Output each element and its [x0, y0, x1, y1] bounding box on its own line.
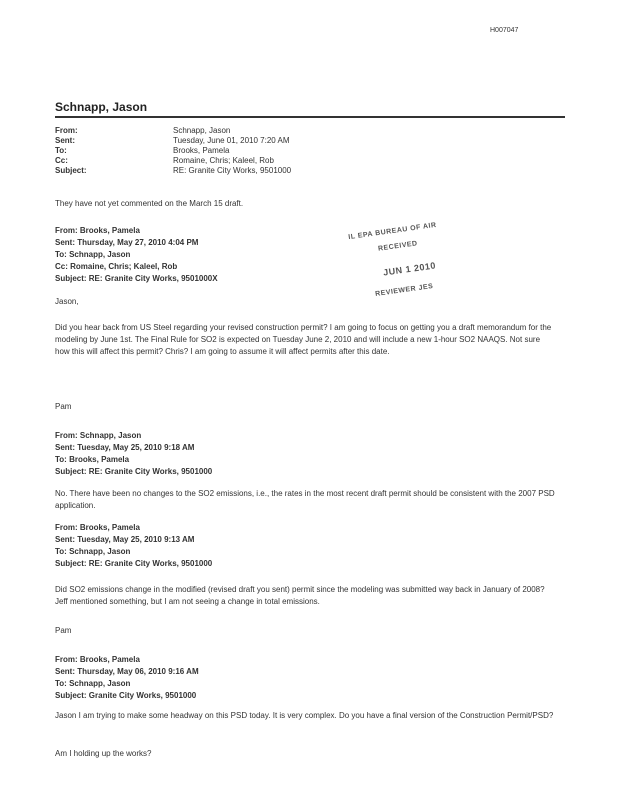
header-cc-label: Cc: [55, 156, 68, 165]
email-title: Schnapp, Jason [55, 100, 148, 114]
header-from-label: From: [55, 126, 78, 135]
msg1-sign: Pam [55, 402, 72, 411]
msg4-sent: Sent: Thursday, May 06, 2010 9:16 AM [55, 667, 199, 676]
msg4-from: From: Brooks, Pamela [55, 655, 140, 664]
msg3-sent: Sent: Tuesday, May 25, 2010 9:13 AM [55, 535, 195, 544]
msg1-cc: Cc: Romaine, Chris; Kaleel, Rob [55, 262, 178, 271]
msg1-to: To: Schnapp, Jason [55, 250, 131, 259]
header-from: Schnapp, Jason [173, 126, 231, 135]
msg1-greeting: Jason, [55, 297, 79, 306]
msg1-subject: Subject: RE: Granite City Works, 9501000X [55, 274, 218, 283]
header-subject-label: Subject: [55, 166, 87, 175]
msg4-body: Jason I am trying to make some headway on this PSD today. It is very complex. Do you have a final version of the Construction Permit/PSD? [55, 711, 554, 720]
msg3-to: To: Schnapp, Jason [55, 547, 131, 556]
msg1-sent: Sent: Thursday, May 27, 2010 4:04 PM [55, 238, 199, 247]
msg1-body: Did you hear back from US Steel regarding your revised construction permit? I am going to focus on getting you a draft memorandum for the modeling by June 1st. The Final Rule for SO2 is expected on Tuesday June 2, 2010 and will include a new 1-hour SO2 NAAQS. Not sure how this will affect this permit? Chris? I am going to assume it will affect permits after this date. [55, 323, 552, 356]
msg3-sign: Pam [55, 626, 72, 635]
stamp-line2: RECEIVED [377, 240, 419, 253]
msg4-to: To: Schnapp, Jason [55, 679, 131, 688]
header-sent: Tuesday, June 01, 2010 7:20 AM [173, 136, 290, 145]
msg4-subject: Subject: Granite City Works, 9501000 [55, 691, 197, 700]
stamp-line4: REVIEWER JES [374, 282, 434, 299]
header-to-label: To: [55, 146, 67, 155]
stamp-line3: JUN 1 2010 [382, 260, 437, 278]
header-sent-label: Sent: [55, 136, 75, 145]
msg2-subject: Subject: RE: Granite City Works, 9501000 [55, 467, 213, 476]
msg2-from: From: Schnapp, Jason [55, 431, 142, 440]
msg3-from: From: Brooks, Pamela [55, 523, 140, 532]
page-id: H007047 [490, 27, 519, 34]
header-subject: RE: Granite City Works, 9501000 [173, 166, 292, 175]
header-cc: Romaine, Chris; Kaleel, Rob [173, 156, 274, 165]
msg3-body: Did SO2 emissions change in the modified (revised draft you sent) permit since the modeling was submitted way back in January of 2008? Jeff mentioned something, but I am not seeing a change in total emissions. [55, 585, 545, 606]
reply-text: They have not yet commented on the March 15 draft. [55, 199, 244, 208]
msg3-subject: Subject: RE: Granite City Works, 9501000 [55, 559, 213, 568]
stamp-line1: IL EPA BUREAU OF AIR [347, 221, 438, 242]
msg2-sent: Sent: Tuesday, May 25, 2010 9:18 AM [55, 443, 195, 452]
msg2-body: No. There have been no changes to the SO2 emissions, i.e., the rates in the most recent draft permit should be consistent with the 2007 PSD application. [55, 489, 555, 510]
msg2-to: To: Brooks, Pamela [55, 455, 130, 464]
msg4-closing: Am I holding up the works? [55, 749, 152, 758]
header-to: Brooks, Pamela [173, 146, 230, 155]
title-divider [55, 116, 565, 118]
msg1-from: From: Brooks, Pamela [55, 226, 140, 235]
